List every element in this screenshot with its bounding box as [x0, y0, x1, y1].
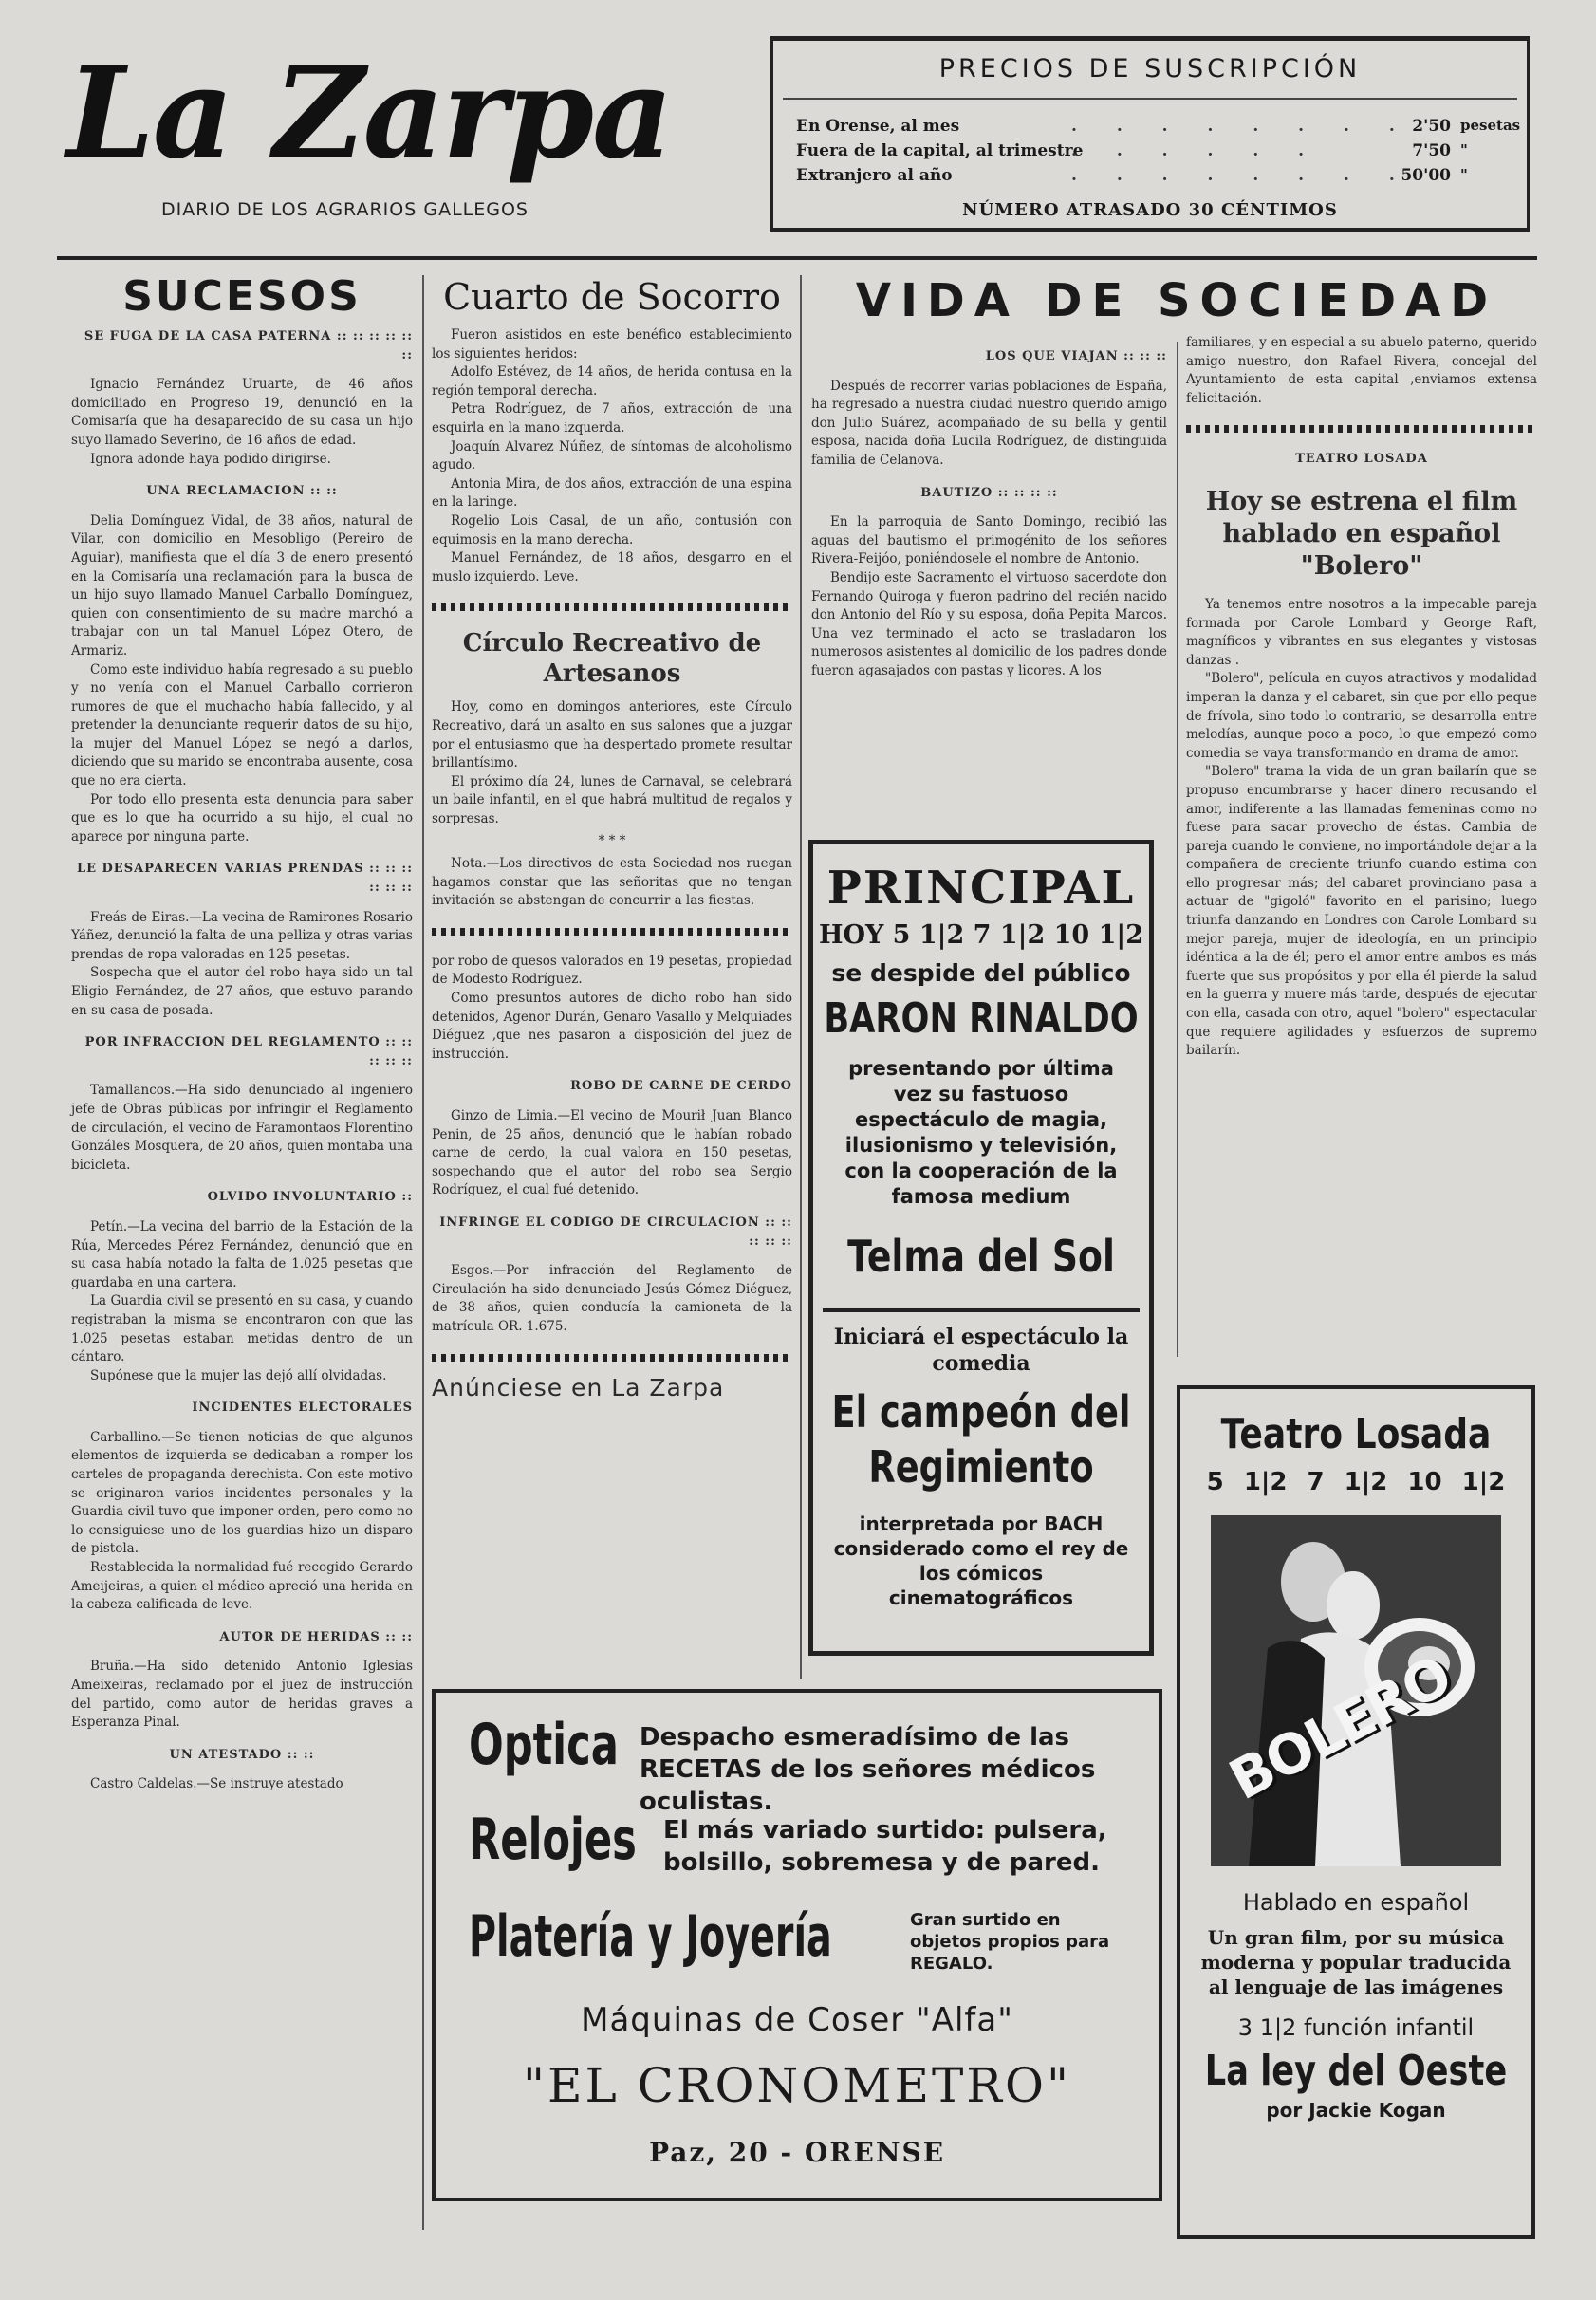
bolero-headline: Hoy se estrena el film hablado en español "Bolero" [1205, 486, 1518, 581]
principal-ad [808, 840, 1154, 1656]
principal-description: presentando por última vez su fastuoso espectáculo de magia, ilusionismo y televisión, con la cooperación de la famosa medium [844, 1057, 1118, 1208]
losada-matinee: 3 1|2 función infantil [1237, 2014, 1475, 2041]
article-paragraph: Como este individuo había regresado a su pueblo y no venía con el Manuel Carballo corrieron rumores de que el muchacho había fallecido, y al pretender la denunciante requerir datos de su hijo, la mujer del Manuel López se negó a darlos, diciendo que su marido se encontraba ausente, cosa que no era cierta. [71, 661, 413, 789]
section-heading: AUTOR DE HERIDAS :: :: [219, 1629, 413, 1644]
sucesos-column [71, 270, 413, 1794]
sociedad-column-2 [1186, 334, 1537, 1061]
article-paragraph: por robo de quesos valorados en 19 pesetas, propiedad de Modesto Rodríguez. [432, 953, 792, 988]
asterism: * * * [598, 833, 626, 849]
principal-medium-name: Telma del Sol [847, 1231, 1115, 1282]
losada-spanish: Hablado en español [1242, 1889, 1470, 1916]
cronometro-name: "EL CRONOMETRO" [523, 2058, 1071, 2113]
principal-title: PRINCIPAL [826, 862, 1136, 915]
losada-title: Teatro Losada [1220, 1410, 1492, 1458]
cronometro-ad [432, 1689, 1162, 2201]
section-heading: TEATRO LOSADA [1295, 452, 1428, 467]
article-paragraph: Después de recorrer varias poblaciones de España, ha regresado a nuestra ciudad nuestro querido amigo don Julio Suárez, acompañado de su bella y gentil esposa, nacida doña Lucila Rodríguez, de distinguida familia de Celanova. [811, 378, 1167, 468]
article-paragraph: Carballino.—Se tienen noticias de que algunos elementos de izquierda se dedicaban a romper los carteles de propaganda derechista. Con este motivo se originaron varios incidentes personales y la Guardia civil tuvo que imponer orden, pero como no lo consiguiese uno de los guardias hizo un disparo de pistola. [71, 1429, 413, 1557]
maquinas-line: Máquinas de Coser "Alfa" [581, 2001, 1013, 2039]
principal-times: HOY 5 1|2 7 1|2 10 1|2 [818, 920, 1144, 950]
losada-matinee-title: La ley del Oeste [1204, 2047, 1508, 2095]
article-paragraph: Supónese que la mujer las dejó allí olvidadas. [90, 1367, 387, 1383]
masthead-subtitle: DIARIO DE LOS AGRARIOS GALLEGOS [161, 199, 529, 220]
subscription-title: PRECIOS DE SUSCRIPCIÓN [938, 54, 1362, 83]
dotted-divider [432, 1354, 792, 1362]
article-paragraph: Adolfo Estévez, de 14 años, de herida contusa en la región temporal derecha. [432, 364, 792, 399]
principal-farewell: se despide del público [831, 959, 1131, 987]
article-paragraph: Nota.—Los directivos de esta Sociedad nos ruegan hagamos constar que las señoritas que no tengan invitación se abstengan de concurrir a las fiestas. [432, 856, 792, 909]
article-paragraph: Fueron asistidos en este benéfico establecimiento los siguientes heridos: [432, 327, 792, 362]
article-paragraph: Esgos.—Por infracción del Reglamento de Circulación ha sido denunciado Jesús Gómez Diéguez, de 38 años, quien conducía la camioneta de la matrícula OR. 1.675. [432, 1263, 792, 1334]
principal-comedy-title: El campeón del Regimiento [831, 1386, 1131, 1493]
socorro-column [432, 273, 792, 1401]
section-heading: POR INFRACCION DEL REGLAMENTO :: :: :: :: :: [84, 1035, 413, 1068]
sociedad-column [811, 334, 1167, 681]
plateria-heading: Platería y Joyería [469, 1903, 832, 1970]
article-paragraph: Delia Domínguez Vidal, de 38 años, natural de Vilar, con domicilio en Mesobligo (Pereiro de Aguiar), manifiesta que el día 3 de enero presentó en la Comisaría una reclamación para la busca de un hijo suyo llamado Manuel Carballo Domínguez, quien con consentimiento de su madre marchó a trabajar con un tal Manuel López Otero, de Armariz. [71, 512, 413, 658]
article-paragraph: Restablecida la normalidad fué recogido Gerardo Ameijeiras, a quien el médico apreció una herida en la cabeza calificada de leve. [71, 1560, 413, 1613]
section-heading: INCIDENTES ELECTORALES [192, 1400, 413, 1416]
socorro-title: Cuarto de Socorro [443, 276, 781, 318]
column-rule [422, 275, 424, 2230]
section-heading: LE DESAPARECEN VARIAS PRENDAS :: :: :: :: :: :: [76, 862, 413, 896]
section-heading: INFRINGE EL CODIGO DE CIRCULACION :: :: :: :: :: [439, 1215, 792, 1249]
losada-ad [1177, 1385, 1535, 2239]
optica-heading: Optica [469, 1712, 619, 1778]
section-heading: UNA RECLAMACION :: :: [146, 484, 338, 499]
subscription-row: Fuera de la capital, al trimestre . . . . . . 7'50 " [796, 141, 1468, 160]
dotted-divider [432, 928, 792, 936]
masthead-title: La Zarpa [66, 40, 672, 187]
subscription-row: Extranjero al año . . . . . . . . 50'00 " [796, 166, 1468, 185]
cronometro-address: Paz, 20 - ORENSE [648, 2137, 946, 2168]
losada-description: Un gran film, por su música moderna y popular traducida al lenguaje de las imágenes [1200, 1926, 1512, 1998]
article-paragraph: Hoy, como en domingos anteriores, este Círculo Recreativo, dará un asalto en sus salones que a juzgar por el entusiasmo que ha despertado promete resultar brillantísimo. [432, 699, 792, 771]
article-paragraph: Joaquín Alvarez Núñez, de síntomas de alcoholismo agudo. [432, 438, 792, 473]
sucesos-title: SUCESOS [122, 272, 362, 321]
poster-title: BOLERO [1218, 1642, 1461, 1813]
article-paragraph: Ya tenemos entre nosotros a la impecable pareja formada por Carole Lombard y George Raft, magníficos y vibrantes en sus elegantes y vistosas danzas . [1186, 596, 1537, 668]
subscription-rule [783, 98, 1517, 100]
column-rule [800, 275, 802, 1679]
article-paragraph: Bendijo este Sacramento el virtuoso sacerdote don Fernando Quiroga y fueron padrino del recién nacido don Antonio del Río y su esposa, doña Pepita Marcos. Una vez terminado el acto se trasladaron los numerosos asistentes al domicilio de los padres donde fueron agasajados con pastas y licores. A los [811, 569, 1167, 678]
subscription-row: En Orense, al mes . . . . . . . . 2'50 pesetas [796, 117, 1521, 136]
article-paragraph: Ignacio Fernández Uruarte, de 46 años domiciliado en Progreso 19, denunció en la Comisaría que ha desaparecido de su casa un hijo suyo llamado Severino, de 16 años de edad. [71, 377, 413, 448]
plateria-description: Gran surtido en objetos propios para REGALO. [910, 1910, 1110, 1974]
principal-performer: BARON RINALDO [824, 994, 1139, 1043]
relojes-description: El más variado surtido: pulsera, bolsillo, sobremesa y de pared. [663, 1816, 1107, 1877]
section-heading: BAUTIZO :: :: :: :: [920, 485, 1058, 500]
section-heading: OLVIDO INVOLUNTARIO :: [207, 1190, 413, 1205]
article-paragraph: Petín.—La vecina del barrio de la Estación de la Rúa, Mercedes Pérez Fernández, denunció que en su casa había notado la falta de 1.025 pesetas que guardaba en una cartera. [71, 1218, 413, 1290]
article-paragraph: "Bolero", película en cuyos atractivos y modalidad imperan la danza y el cabaret, sin que por ello peque de frívola, sino todo lo contrario, se desarrolla entre melodías, aunque poco a poco, lo que empezó como comedia se vaya transformando en drama de amor. [1186, 671, 1537, 761]
principal-comedy-intro: Iniciará el espectáculo la comedia [833, 1325, 1129, 1376]
sociedad-title: VIDA DE SOCIEDAD [855, 274, 1498, 327]
section-heading: UN ATESTADO :: :: [169, 1747, 315, 1762]
section-heading: SE FUGA DE LA CASA PATERNA :: :: :: :: :: :: [84, 329, 413, 362]
article-paragraph: familiares, y en especial a su abuelo paterno, querido amigo nuestro, don Rafael Rivera, concejal del Ayuntamiento de esta capital ,enviamos extensa felicitación. [1186, 335, 1537, 406]
article-paragraph: Bruña.—Ha sido detenido Antonio Iglesias Ameixeiras, reclamado por el juez de instrucción del partido, como autor de heridas graves a Esperanza Pinal. [71, 1659, 413, 1731]
article-paragraph: La Guardia civil se presentó en su casa, y cuando registraban la misma se encontraron con que las 1.025 pesetas estaban metidas dentro de un cántaro. [71, 1293, 413, 1365]
subscription-box [770, 36, 1530, 232]
article-paragraph: Petra Rodríguez, de 7 años, extracción de una esquirla en la mano izquerda. [432, 401, 792, 436]
principal-cast: interpretada por BACH considerado como el rey de los cómicos cinematográficos [833, 1512, 1129, 1609]
article-paragraph: En la parroquia de Santo Domingo, recibió las aguas del bautismo el primogénito de los señores Rivera-Feijóo, poniéndosele el nombre de Antonio. [811, 514, 1167, 567]
article-paragraph: Sospecha que el autor del robo haya sido un tal Eligio Fernández, de 27 años, que estuvo parando en su casa de posada. [71, 965, 413, 1018]
masthead-rule [57, 256, 1537, 260]
advertise-note: Anúnciese en La Zarpa [432, 1373, 725, 1401]
losada-times: 5 1|2 7 1|2 10 1|2 [1206, 1468, 1506, 1496]
article-paragraph: Freás de Eiras.—La vecina de Ramirones Rosario Yáñez, denunció la falta de una pelliza y otras varias prendas de ropa valoradas en 125 pesetas. [71, 909, 413, 962]
section-heading: LOS QUE VIAJAN :: :: :: [985, 349, 1167, 363]
section-heading: ROBO DE CARNE DE CERDO [570, 1079, 792, 1094]
dotted-divider [1186, 425, 1537, 433]
subscription-back-issue: NÚMERO ATRASADO 30 CÉNTIMOS [962, 200, 1338, 220]
optica-description: Despacho esmeradísimo de las RECETAS de los señores médicos oculistas. [640, 1723, 1096, 1816]
article-paragraph: Por todo ello presenta esta denuncia para saber que es lo que ha ocurrido a su hijo, el cual no aparece por ninguna parte. [71, 791, 413, 844]
relojes-heading: Relojes [469, 1807, 637, 1873]
article-paragraph: Tamallancos.—Ha sido denunciado al ingeniero jefe de Obras públicas por infringir el Reglamento de circulación, el vecino de Faramontaos Florentino Gonzáles Mosquera, de 20 años, quien montaba una bicicleta. [71, 1083, 413, 1173]
circulo-title: Círculo Recreativo de Artesanos [462, 629, 762, 689]
column-rule [1177, 342, 1178, 1357]
ad-divider [823, 1308, 1140, 1312]
article-paragraph: El próximo día 24, lunes de Carnaval, se celebrará un baile infantil, en el que habrá multitud de regalos y sorpresas. [432, 773, 792, 826]
article-paragraph: Como presuntos autores de dicho robo han sido detenidos, Agenor Durán, Genaro Vasallo y Melquiades Diéguez ,que nes pasaron a disposición del juez de instrucción. [432, 991, 792, 1062]
article-paragraph: "Bolero" trama la vida de un gran bailarín que se propuso encumbrarse y hacer dinero recusando el amor, indiferente a las llamadas femeninas como no fuese para sacar provecho de éstas. Cambia de pareja cuando le conviene, no importándole dejar a la compañera de creciente triunfo cuando estima con ello progresar más; del cabaret provinciano pasa a actuar de "gigoló" favorito en el parisino; luego triunfa danzando en Londres con Carole Lombard su mejor pareja, mujer de ideología, en un principio idéntica a la de él; pero el amor entre ambos es más fuerte que sus propósitos y por ella él pierde la salud en la guerra y muere más tarde, después de ejecutar con ella, casada con otro, aquel "bolero" espectacular que requiere agilidades y esfuerzos de supremo bailarín. [1186, 764, 1537, 1059]
dotted-divider [432, 603, 792, 611]
losada-matinee-credit: por Jackie Kogan [1266, 2099, 1446, 2122]
article-paragraph: Antonia Mira, de dos años, extracción de una espina en la laringe. [432, 475, 792, 510]
article-paragraph: Rogelio Lois Casal, de un año, contusión con equimosis en la mano derecha. [432, 512, 792, 547]
article-paragraph: Ginzo de Limia.—El vecino de Mourił Juan Blanco Penin, de 25 años, denunció que le habían robado carne de cerdo, la cual valora en 150 pesetas, sospechando que el autor del robo sea Sergio Rodríguez, el cual fué detenido. [432, 1108, 792, 1198]
bolero-poster [1211, 1515, 1501, 1866]
article-paragraph: Ignora adonde haya podido dirigirse. [90, 451, 331, 467]
article-paragraph: Manuel Fernández, de 18 años, desgarro en el muslo izquierdo. Leve. [432, 550, 792, 584]
article-paragraph: Castro Caldelas.—Se instruye atestado [90, 1776, 343, 1792]
